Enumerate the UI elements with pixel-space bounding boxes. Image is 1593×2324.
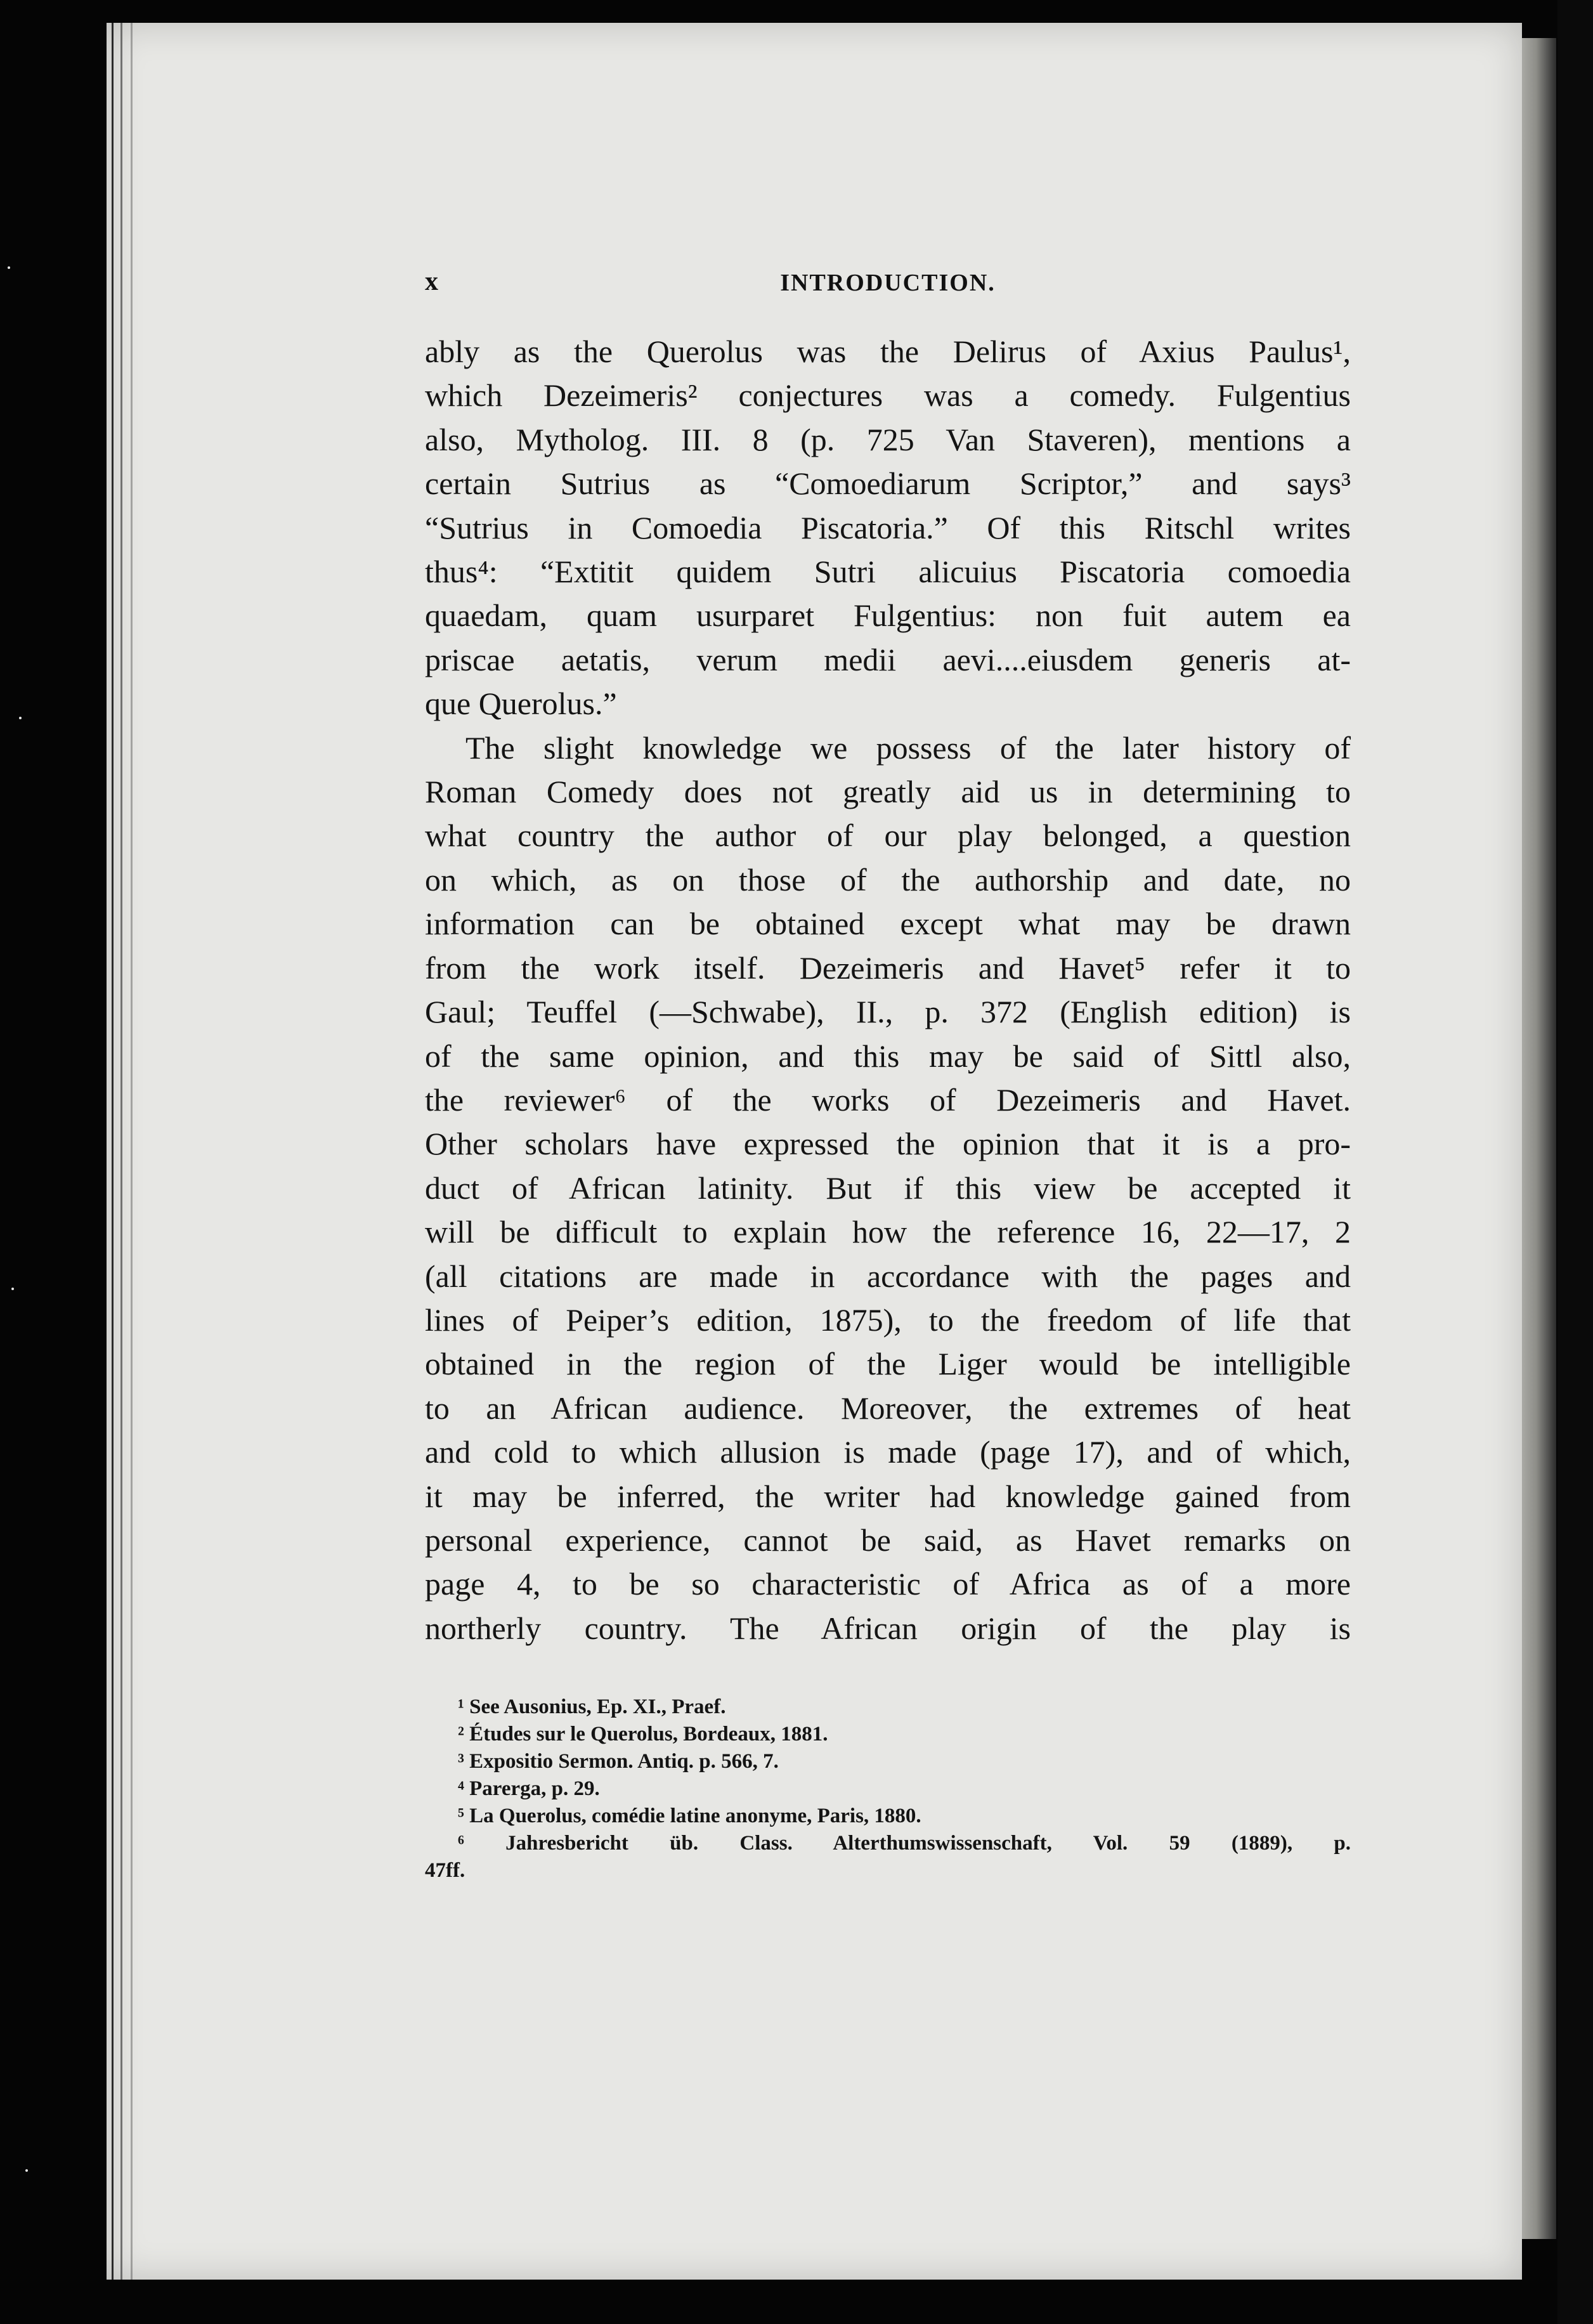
text-line: information can be obtained except what may be drawn [425,906,1351,942]
footnote: ² Études sur le Querolus, Bordeaux, 1881. [458,1723,828,1746]
running-head: INTRODUCTION. [780,270,996,296]
text-line: obtained in the region of the Liger would be intelligible [425,1346,1351,1382]
scan-border-right [1557,0,1593,2324]
text-line: thus⁴: “Extitit quidem Sutri alicuius Piscatoria comoedia [425,554,1351,590]
text-line: Other scholars have expressed the opinion that it is a pro- [425,1126,1351,1162]
text-line: from the work itself. Dezeimeris and Havet⁵ refer it to [425,950,1351,986]
text-line: also, Mytholog. III. 8 (p. 725 Van Staveren), mentions a [425,421,1351,457]
footnote: ¹ See Ausonius, Ep. XI., Praef. [458,1695,726,1718]
scan-speck [8,266,10,269]
scan-speck [11,1288,14,1290]
footnote-continuation: 47ff. [425,1859,465,1882]
text-line: The slight knowledge we possess of the later history of [465,729,1351,766]
text-line: ably as the Querolus was the Delirus of Axius Paulus¹, [425,334,1351,369]
page-header [425,266,1351,317]
text-line: certain Sutrius as “Comoediarum Scriptor,” and says³ [425,466,1351,502]
text-line: on which, as on those of the authorship and date, no [425,861,1351,898]
text-line: Gaul; Teuffel (—Schwabe), II., p. 372 (English edition) is [425,994,1351,1030]
text-line: personal experience, cannot be said, as Havet remarks on [425,1522,1351,1558]
text-line: which Dezeimeris² conjectures was a comedy. Fulgentius [425,377,1351,414]
text-line: and cold to which allusion is made (page 17), and of which, [425,1434,1351,1470]
text-line: lines of Peiper’s edition, 1875), to the freedom of life that [425,1302,1351,1338]
text-line: it may be inferred, the writer had knowledge gained from [425,1478,1351,1514]
page-edge-line [112,23,114,2280]
text-line: of the same opinion, and this may be said of Sittl also, [425,1038,1351,1074]
footnote: ⁴ Parerga, p. 29. [458,1777,600,1800]
footnote: ⁵ La Querolus, comédie latine anonyme, Paris, 1880. [458,1805,921,1827]
text-line: “Sutrius in Comoedia Piscatoria.” Of this Ritschl writes [425,509,1351,545]
text-line: page 4, to be so characteristic of Africa as of a more [425,1566,1351,1602]
text-line: (all citations are made in accordance with the pages and [425,1258,1351,1294]
page-edge-line [120,23,122,2280]
text-line: will be difficult to explain how the reference 16, 22—17, 2 [425,1214,1351,1250]
text-line: quaedam, quam usurparet Fulgentius: non fuit autem ea [425,597,1351,634]
page-number: x [425,267,438,296]
footnotes [425,1694,1351,1884]
footnote: ⁶ Jahresbericht üb. Class. Alterthumswissenschaft, Vol. 59 (1889), p. [458,1832,1351,1855]
footnote: ³ Expositio Sermon. Antiq. p. 566, 7. [458,1750,779,1773]
text-line: priscae aetatis, verum medii aevi....eiusdem generis at- [425,641,1351,677]
text-line: duct of African latinity. But if this view be accepted it [425,1170,1351,1206]
text-line: to an African audience. Moreover, the extremes of heat [425,1390,1351,1426]
text-line: what country the author of our play belonged, a question [425,818,1351,854]
body-text [425,330,1351,1650]
text-line: Roman Comedy does not greatly aid us in determining to [425,774,1351,810]
text-line: que Querolus.” [425,686,617,722]
text-line: northerly country. The African origin of the play is [425,1610,1351,1646]
scan-speck [19,717,22,719]
text-line: the reviewer⁶ of the works of Dezeimeris and Havet. [425,1081,1351,1118]
scan-speck [25,2169,28,2172]
page-edge-line [131,23,133,2280]
